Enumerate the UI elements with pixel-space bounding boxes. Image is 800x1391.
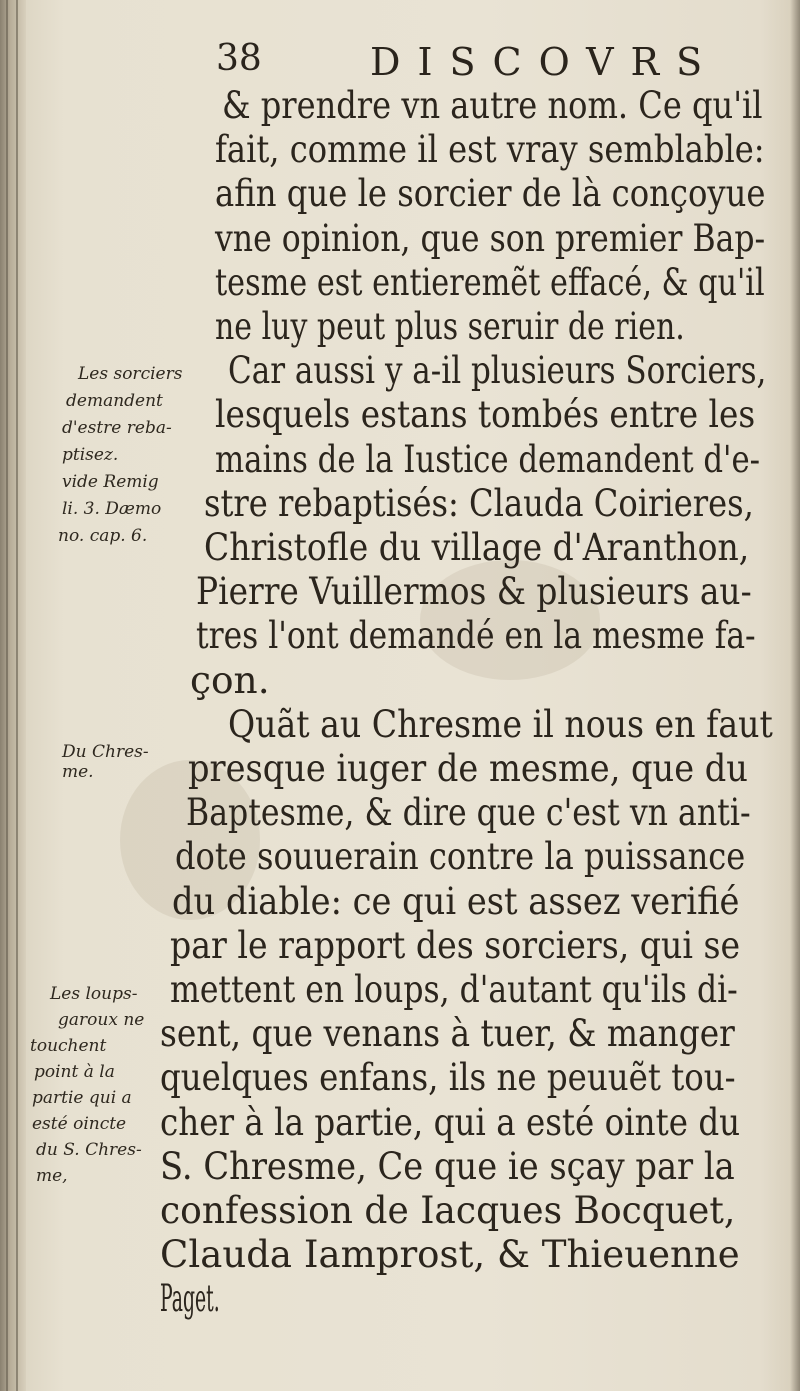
- text-line: Baptesme, & dire que c'est vn anti-: [186, 791, 751, 835]
- text-line: çon.: [190, 658, 270, 702]
- margin-note-line: me.: [62, 762, 94, 782]
- text-line: Clauda Iamprost, & Thieuenne: [160, 1233, 740, 1277]
- margin-note-line: ptisez.: [62, 445, 119, 465]
- text-line: presque iuger de mesme, que du: [188, 747, 748, 790]
- text-line: fait, comme il est vray semblable:: [215, 128, 765, 172]
- text-line: dote souuerain contre la puissance: [175, 835, 746, 879]
- text-line: ne luy peut plus seruir de rien.: [215, 305, 685, 348]
- text-line: Christofle du village d'Aranthon,: [204, 526, 750, 569]
- margin-note-line: garoux ne: [58, 1010, 145, 1030]
- text-line: du diable: ce qui est assez verifié: [172, 879, 740, 923]
- text-line: lesquels estans tombés entre les: [215, 393, 756, 437]
- text-line: tres l'ont demandé en la mesme fa-: [196, 614, 756, 658]
- text-line: quelques enfans, ils ne peuuẽt tou-: [160, 1056, 736, 1100]
- text-line: sent, que venans à tuer, & manger: [160, 1012, 735, 1056]
- text-line: Quãt au Chresme il nous en faut: [228, 702, 773, 746]
- margin-note-line: Les loups-: [50, 984, 138, 1004]
- margin-note-line: no. cap. 6.: [58, 526, 148, 546]
- text-line: cher à la partie, qui a esté ointe du: [160, 1100, 741, 1144]
- text-line: stre rebaptisés: Clauda Coirieres,: [204, 481, 754, 525]
- text-line: S. Chresme, Ce que ie sçay par la: [160, 1144, 735, 1188]
- page-number: 38: [216, 38, 262, 79]
- margin-note-line: touchent: [30, 1036, 107, 1056]
- text-line: mettent en loups, d'autant qu'ils di-: [170, 968, 738, 1011]
- text-line: Car aussi y a-il plusieurs Sorciers,: [228, 349, 767, 393]
- text-line: confession de Iacques Bocquet,: [160, 1189, 736, 1232]
- margin-note-line: li. 3. Dæmo: [62, 499, 162, 519]
- margin-note-line: Du Chres-: [62, 742, 149, 762]
- margin-note-line: me,: [36, 1166, 68, 1186]
- running-title: DISCOVRS: [370, 40, 720, 84]
- margin-note-line: partie qui a: [32, 1088, 132, 1108]
- margin-note-line: point à la: [34, 1062, 115, 1082]
- text-line: Pierre Vuillermos & plusieurs au-: [196, 570, 752, 614]
- text-line: par le rapport des sorciers, qui se: [170, 923, 741, 967]
- text-line: tesme est entieremẽt effacé, & qu'il: [215, 260, 765, 304]
- margin-note-line: du S. Chres-: [36, 1140, 142, 1160]
- text-line: Paget.: [160, 1277, 220, 1321]
- binding-gutter: [0, 0, 26, 1391]
- text-line: mains de la Iustice demandent d'e-: [215, 437, 761, 481]
- margin-note-line: vide Remig: [62, 472, 159, 492]
- page-header: [212, 38, 720, 88]
- text-line: afin que le sorcier de là conçoyue: [215, 172, 766, 216]
- margin-note-line: esté oincte: [32, 1114, 127, 1134]
- margin-note-line: Les sorciers: [78, 364, 183, 384]
- margin-note-line: demandent: [66, 391, 163, 411]
- text-line: vne opinion, que son premier Bap-: [215, 216, 766, 260]
- page-edge-shadow: [790, 0, 800, 1391]
- text-line: & prendre vn autre nom. Ce qu'il: [222, 84, 763, 127]
- margin-note-line: d'estre reba-: [62, 418, 172, 438]
